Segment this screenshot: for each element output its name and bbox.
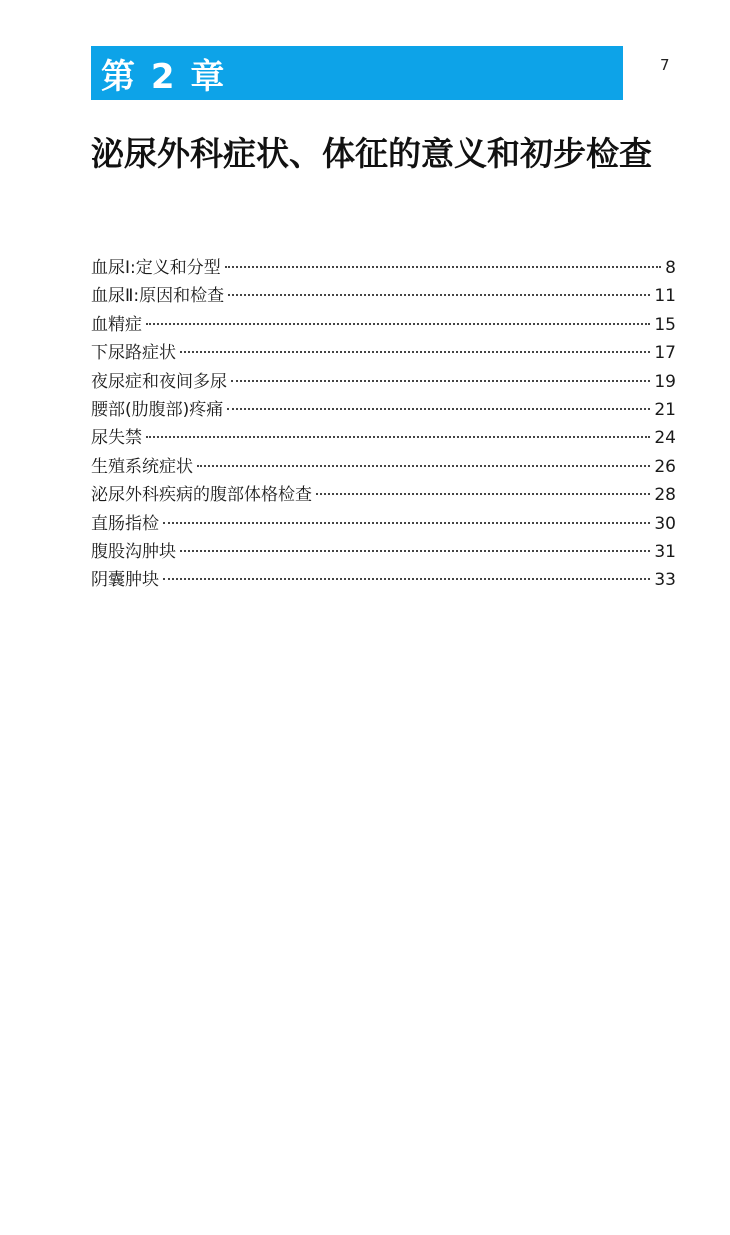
toc-entry-title: 血尿Ⅰ:定义和分型	[91, 258, 221, 278]
toc-leader-dots	[231, 380, 650, 382]
toc-entry-title: 泌尿外科疾病的腹部体格检查	[91, 485, 312, 506]
chapter-title: 泌尿外科症状、体征的意义和初步检查	[91, 134, 652, 173]
toc-entry-page: 31	[654, 541, 676, 562]
toc-entry-page: 28	[654, 485, 676, 506]
toc-leader-dots	[316, 493, 650, 495]
toc-entry-page: 11	[654, 286, 676, 307]
toc-entry-title: 血尿Ⅱ:原因和检查	[91, 286, 225, 307]
toc-entry-title: 阴囊肿块	[91, 570, 159, 591]
toc-leader-dots	[163, 578, 650, 580]
toc-entry[interactable]	[91, 423, 676, 451]
toc-leader-dots	[180, 351, 650, 353]
toc-entry[interactable]	[91, 367, 676, 395]
toc-leader-dots	[146, 436, 650, 438]
toc-entry-page: 26	[654, 456, 676, 477]
toc-entry-page: 8	[665, 258, 676, 278]
toc-leader-dots	[180, 550, 650, 552]
toc-entry-title: 尿失禁	[91, 428, 142, 449]
toc-entry-title: 生殖系统症状	[91, 456, 193, 477]
toc-entry-title: 直肠指检	[91, 513, 159, 534]
toc-entry[interactable]	[91, 338, 676, 366]
toc-entry-page: 17	[654, 343, 676, 364]
toc-entry-title: 腰部(肋腹部)疼痛	[91, 399, 224, 420]
toc-leader-dots	[163, 522, 650, 524]
toc-entry-title: 血精症	[91, 314, 142, 335]
toc-entry[interactable]	[91, 452, 676, 480]
toc-entry[interactable]	[91, 395, 676, 423]
toc-entry[interactable]	[91, 281, 676, 309]
toc-entry[interactable]	[91, 253, 676, 281]
toc-leader-dots	[197, 465, 650, 467]
toc-entry[interactable]	[91, 509, 676, 537]
toc-entry-page: 21	[654, 399, 676, 420]
toc-entry-title: 下尿路症状	[91, 343, 176, 364]
toc-leader-dots	[227, 408, 650, 410]
toc-entry-page: 30	[654, 513, 676, 534]
toc-leader-dots	[228, 294, 650, 296]
toc-entry[interactable]	[91, 310, 676, 338]
page-number: 7	[660, 56, 670, 74]
chapter-banner	[91, 46, 623, 100]
toc-entry[interactable]	[91, 537, 676, 565]
toc-leader-dots	[146, 323, 650, 325]
toc-leader-dots	[225, 266, 661, 268]
toc-entry-page: 33	[654, 570, 676, 591]
toc-entry[interactable]	[91, 480, 676, 508]
toc-entry-title: 夜尿症和夜间多尿	[91, 371, 227, 392]
toc-entry-page: 15	[654, 314, 676, 335]
table-of-contents	[91, 253, 676, 594]
chapter-label: 第 2 章	[101, 56, 227, 97]
toc-entry-page: 24	[654, 428, 676, 449]
toc-entry-title: 腹股沟肿块	[91, 541, 176, 562]
toc-entry-page: 19	[654, 371, 676, 392]
toc-entry[interactable]	[91, 565, 676, 593]
